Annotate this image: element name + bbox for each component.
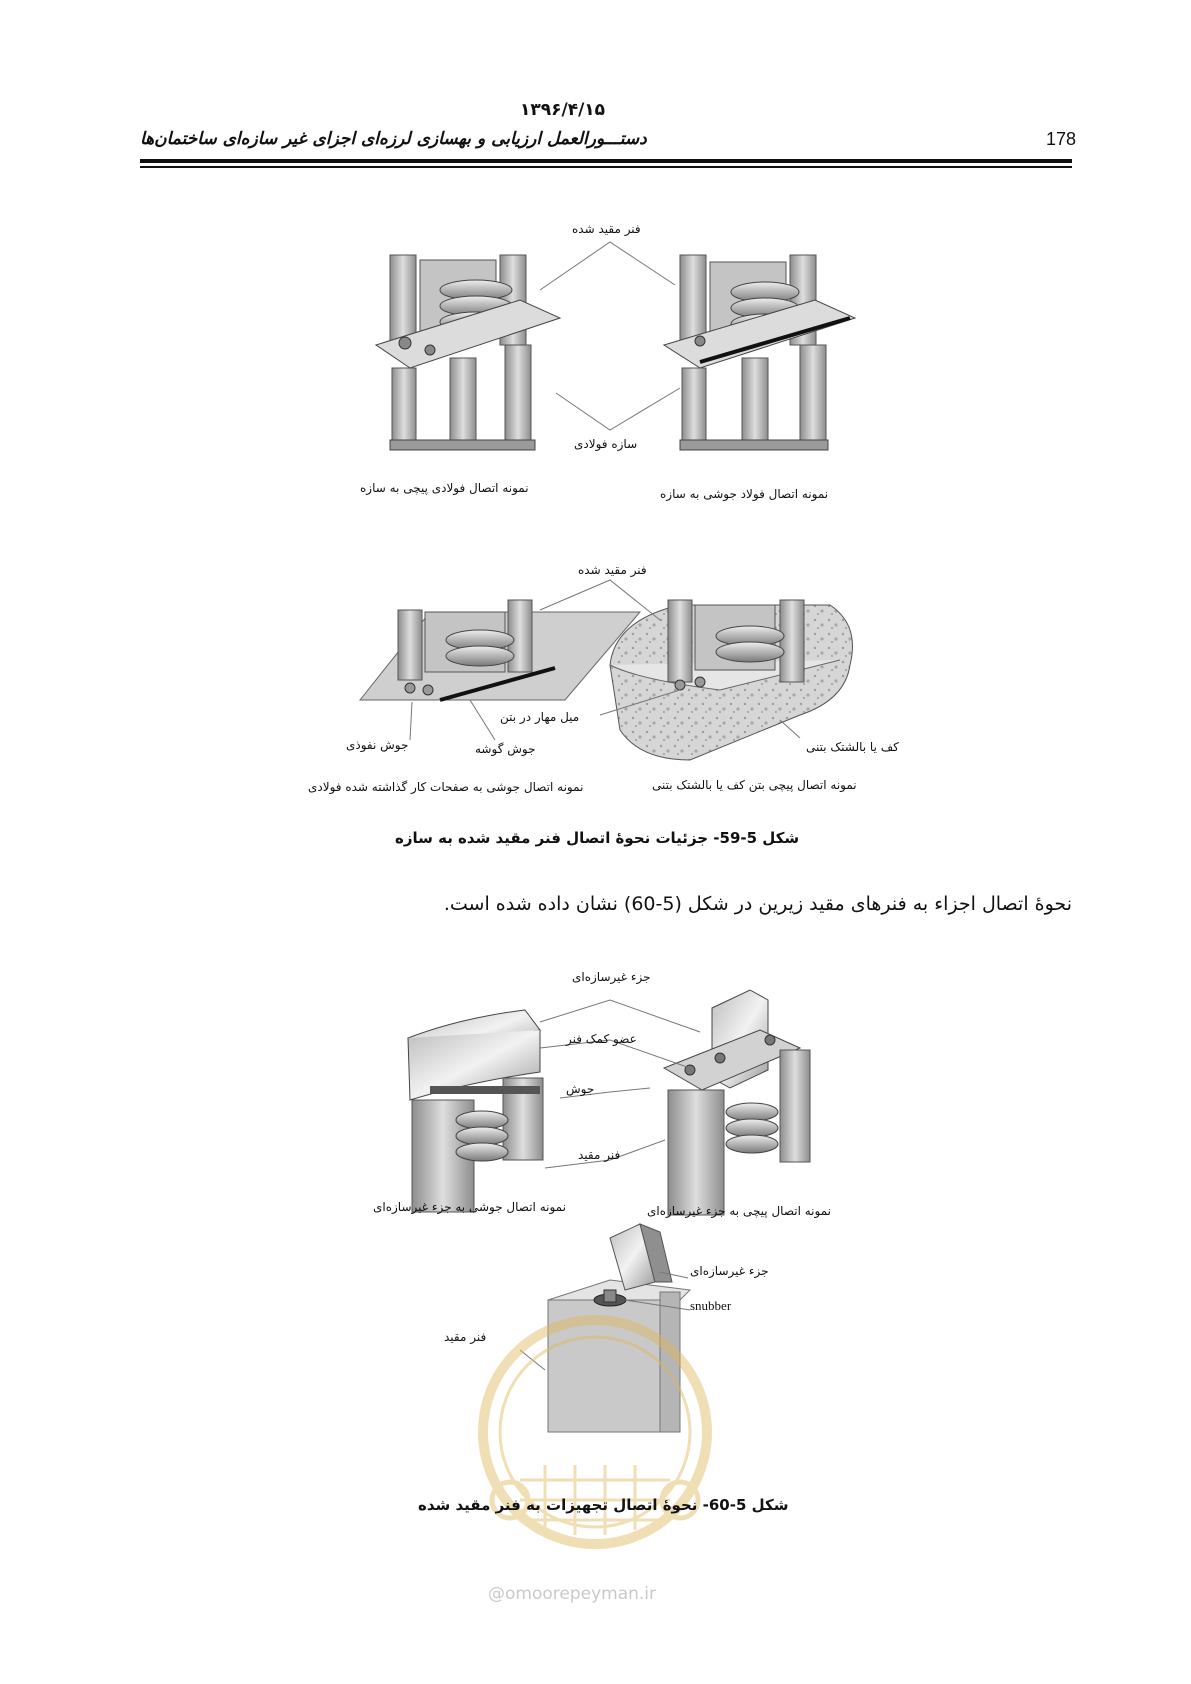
label-plug-weld: جوش نفوذی — [346, 738, 409, 752]
caption-embedded-plate: نمونه اتصال جوشی به صفحات کار گذاشته شده فولادی — [308, 780, 584, 794]
welded-component-illustration — [408, 1010, 543, 1212]
caption-bolted-steel: نمونه اتصال فولادی پیچی به سازه — [360, 481, 529, 495]
label-concrete-slab: کف یا بالشتک بتنی — [806, 740, 899, 754]
label-nonstructural-component-2: جزء غیرسازه‌ای — [690, 1264, 769, 1278]
header-date: ۱۳۹۶/۴/۱۵ — [520, 100, 606, 120]
label-weld: جوش — [566, 1082, 595, 1096]
bolted-component-illustration — [664, 990, 810, 1215]
figure-60-caption: شکل 5-60- نحوهٔ اتصال تجهیزات به فنر مقید شده — [418, 1496, 789, 1514]
caption-bolted-component: نمونه اتصال پیچی به جزء غیرسازه‌ای — [647, 1204, 831, 1218]
label-restrained-spring-2: فنر مقید شده — [578, 563, 647, 577]
watermark-url: @omoorepeyman.ir — [488, 1584, 657, 1604]
body-paragraph: نحوهٔ اتصال اجزاء به فنرهای مقید زیرین در شکل (5-60) نشان داده شده است. — [443, 893, 1072, 915]
label-restrained-spring-3: فنر مقید — [578, 1148, 621, 1162]
leader-lines-fig59-top — [540, 242, 680, 430]
header-title: دستـــورالعمل ارزیابی و بهسازی لرزه‌ای اجزای غیر سازه‌ای ساختمان‌ها — [140, 129, 647, 149]
label-fillet-weld: جوش گوشه — [475, 742, 536, 756]
label-nonstructural-component: جزء غیرسازه‌ای — [572, 970, 651, 984]
caption-concrete-bolted: نمونه اتصال پیچی بتن کف یا بالشتک بتنی — [652, 778, 857, 792]
caption-welded-component: نمونه اتصال جوشی به جزء غیرسازه‌ای — [373, 1200, 566, 1214]
bolted-steel-assembly-illustration — [376, 255, 560, 450]
welded-steel-assembly-illustration — [664, 255, 855, 450]
label-spring-member: عضو کمک فنر — [566, 1032, 637, 1046]
label-steel-structure: سازه فولادی — [574, 437, 638, 451]
label-anchor-bolt: میل مهار در بتن — [500, 710, 580, 724]
embedded-plate-assembly-illustration — [360, 600, 640, 700]
page-number: 178 — [1046, 129, 1077, 149]
figure-59-caption: شکل 5-59- جزئیات نحوهٔ اتصال فنر مقید شده به سازه — [395, 829, 800, 847]
concrete-pad-assembly-illustration — [610, 600, 853, 760]
label-snubber: snubber — [690, 1298, 732, 1313]
caption-welded-steel: نمونه اتصال فولاد جوشی به سازه — [660, 487, 829, 501]
label-restrained-spring-4: فنر مقید — [444, 1330, 487, 1344]
label-restrained-spring: فنر مقید شده — [572, 222, 641, 236]
